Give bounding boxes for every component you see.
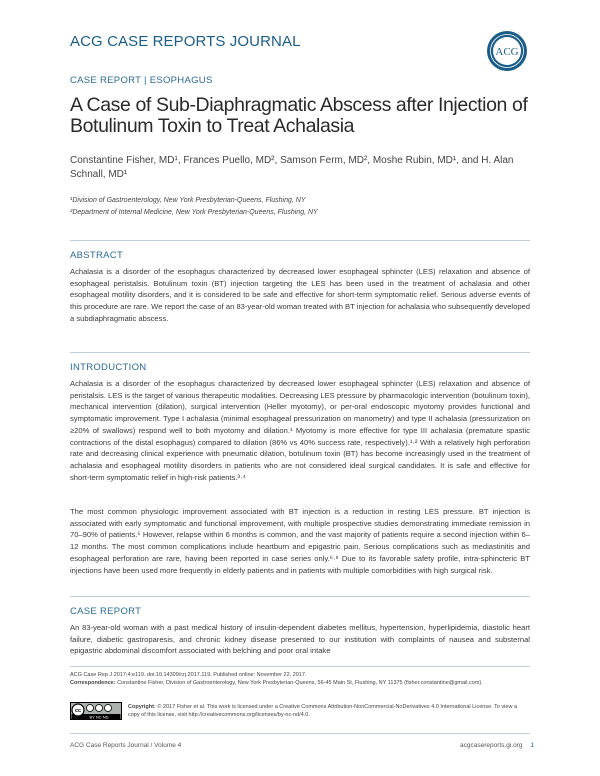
cc-label: BY NC ND	[89, 714, 109, 720]
page-number: 1	[530, 742, 534, 749]
footer-journal-volume: ACG Case Reports Journal / Volume 4	[70, 742, 182, 749]
journal-name: ACG CASE REPORTS JOURNAL	[70, 33, 301, 50]
author-list: Constantine Fisher, MD¹, Frances Puello, MD², Samson Ferm, MD², Moshe Rubin, MD¹, and H. Alan Schnall, MD¹	[70, 155, 514, 180]
article-section-tag: CASE REPORT | ESOPHAGUS	[70, 75, 213, 86]
footer-url[interactable]: acgcasereports.gi.org	[460, 742, 523, 749]
affiliation-2: ²Department of Internal Medicine, New York Presbyterian-Queens, Flushing, NY	[70, 209, 318, 216]
case-report-paragraph-1: An 83-year-old woman with a past medical history of insulin-dependent diabetes mellitus, hypertension, hyperlipidemia, diastolic heart failure, diabetic gastroparesis, and chronic kidney disease presented to our institution with complaints of nausea and substernal epigastric abdominal discomfort associated with belching and poor oral intake	[70, 623, 530, 656]
introduction-paragraph-2: The most common physiologic improvement associated with BT injection is a reduction in resting LES pressure. BT injection is associated with early symptomatic and functional improvement, with multiple prospective studies demonstrating immediate remission in 70–90% of patients.⁵ However, relapse within 6 months is common, and the vast majority of patients require a second injection within 6–12 months. The most common complications include heartburn and epigastric pain. Serious complications such as mediastinitis and esophageal perforation are rare, having been reported in case series only.⁶·⁸ Due to its favorable safety profile, intra-sphincteric BT injections have been used more frequently in elderly patients and in patients with multiple comorbidities with high surgical risk.	[70, 507, 530, 575]
svg-text:cc: cc	[74, 708, 82, 714]
introduction-heading: INTRODUCTION	[70, 362, 147, 373]
divider	[70, 352, 530, 353]
correspondence-text: Constantine Fisher, Division of Gastroenterology, New York Presbyterian-Queens, 56-45 Main St, Flushing, NY 11375 (fisher.constantine@gmail.com).	[117, 680, 483, 686]
correspondence	[70, 679, 530, 687]
article-title: A Case of Sub-Diaphragmatic Abscess after Injection of Botulinum Toxin to Treat Achalasia	[70, 94, 528, 137]
divider	[70, 666, 530, 667]
correspondence-label: Correspondence:	[70, 680, 116, 686]
divider	[70, 240, 530, 241]
abstract-text: Achalasia is a disorder of the esophagus characterized by decreased lower esophageal sphincter (LES) relaxation and absence of esophageal peristalsis. Botulinum toxin (BT) injection targeting the LES has been used in the treatment of achalasia and other esophageal motility disorders, and it is considered to be safe and effective for short-term symptomatic relief. Serious adverse events of this procedure are rare. We report the case of an 83-year-old woman treated with BT injection for achalasia who subsequently developed a subdiaphragmatic abscess.	[70, 267, 530, 323]
copyright-notice	[128, 703, 528, 719]
abstract-heading: ABSTRACT	[70, 250, 124, 261]
copyright-label: Copyright:	[128, 704, 156, 710]
case-report-heading: CASE REPORT	[70, 606, 142, 617]
footer-website	[460, 742, 534, 749]
copyright-text: © 2017 Fisher et al. This work is licensed under a Creative Commons Attribution-NonCommercial-NoDerivatives 4.0 International License. To view a copy of this license, visit http://creativecommons.org/licenses/by-nc-nd/4.0.	[128, 704, 518, 718]
creative-commons-icon[interactable]	[70, 702, 122, 720]
introduction-paragraph-1: Achalasia is a disorder of the esophagus characterized by decreased lower esophageal sphincter (LES) relaxation and absence of peristalsis. LES is the target of various therapeutic modalities. Decreasing LES pressure by pharmacologic intervention (botulinum toxin), mechanical intervention (dilation), surgical intervention (Heller myotomy), or per-oral endoscopic myotomy provides functional and symptomatic improvement. Type I achalasia (minimal esophageal pressurization on manometry) and type II achalasia (pressurization on ≥20% of swallows) respond well to both myotomy and dilation.¹ Myotomy is more effective for type III achalasia (premature spastic contractions of the distal esophagus) compared to dilation (86% vs 40% success rate, respectively).¹·² With a relatively high perforation rate and decreasing clinical experience with pneumatic dilation, botulinum toxin (BT) has become increasingly used in the treatment of achalasia and esophageal motility disorders in patients who are not considered ideal surgical candidates. It is safe and effective for short-term symptomatic relief in high-risk patients.³·⁴	[70, 379, 530, 482]
divider	[70, 596, 530, 597]
logo-text: ACG	[495, 46, 519, 58]
affiliation-1: ¹Division of Gastroenterology, New York Presbyterian-Queens, Flushing, NY	[70, 197, 306, 204]
affiliations	[70, 195, 318, 219]
citation-text: ACG Case Rep J 2017;4:e119. doi:10.14309/crj.2017.119. Published online: November 22, 2017.	[70, 672, 307, 678]
acg-logo-icon	[486, 30, 528, 72]
citation-block	[70, 671, 530, 687]
divider	[70, 733, 530, 734]
